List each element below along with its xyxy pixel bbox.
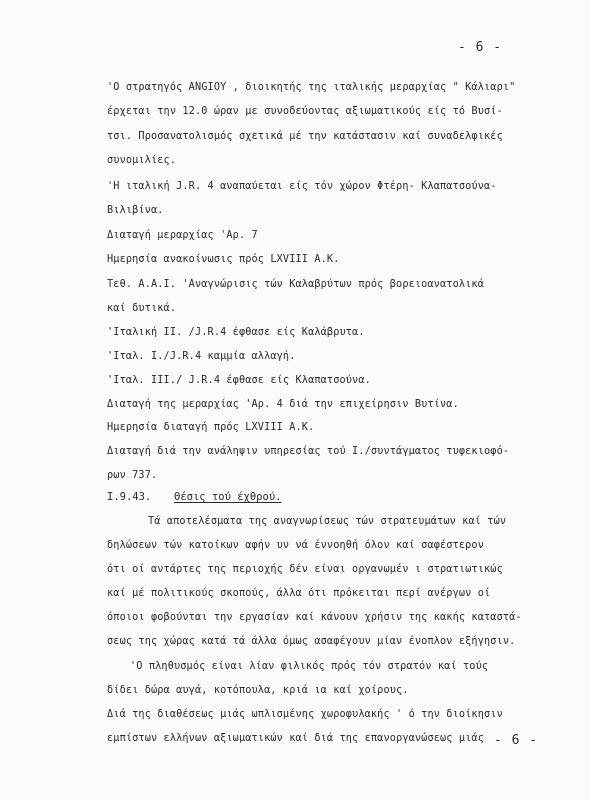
text-line: έρχεται την 12.0 ώραν με συνοδεύοντας αξιωματικούς είς τό Βυσί- (107, 106, 503, 117)
text-line: Βιλιβίνα. (107, 205, 164, 216)
text-line: 'Ιταλ. I./J.R.4 καμμία αλλαγή. (107, 351, 296, 362)
text-line: τσι. Προσανατολισμός σχετικά μέ την κατάστασιν καί συναδελφικές (107, 131, 503, 142)
paragraph-line: σεως της χώρας κατά τά άλλα όμως ασαφέγουν μίαν ένοπλον εξήγησιν. (107, 636, 516, 647)
paragraph-line: όποιοι φοβούνται την εργασίαν καί κάνουν χρήσιν της κακής καταστά- (107, 612, 522, 623)
text-line: Ημερησία ανακοίνωσις πρός LXVIII A.K. (107, 254, 340, 265)
page-number-bottom: - 6 - (494, 733, 539, 748)
text-line: 'Ο στρατηγός ANGIOY , διοικητής της ιταλικής μεραρχίας " Κάλιαρι" (107, 82, 516, 93)
paragraph-line: ότι οί αντάρτες της περιοχής δέν είναι οργανωμέν ι στρατιωτικώς (107, 564, 503, 575)
text-line: καί δυτικά. (107, 303, 177, 314)
paragraph-line: δίδει δώρα αυγά, κοτόπουλα, κριά ια καί χοίρους. (107, 685, 409, 696)
text-line: Τεθ. Α.Α.Ι. 'Αναγνώρισις τών Καλαβρύτων πρός βορειοανατολικά (107, 279, 485, 290)
paragraph-line: Διά της διαθέσεως μιάς ωπλισμένης χωροφυλακής ' ό την διοίκησιν (107, 709, 503, 720)
text-line: ρων 737. (107, 470, 158, 481)
paragraph-line: εμπίστων ελλήνων αξιωματικών καί διά της επανοργανώσεως μιάς (107, 733, 485, 744)
text-line: 'Η ιταλική J.R. 4 αναπαύεται είς τόν χώρον Φτέρη- Κλαπατσούνα- (107, 181, 497, 192)
paragraph-line: 'Ο πληθυσμός είναι λίαν φιλικός πρός τόν στρατόν καί τούς (130, 661, 489, 672)
paragraph-line: δηλώσεων τών κατοίκων αφήν υν νά έννοηθή όλον καί σαφέστερον (107, 540, 485, 551)
text-line: Ημερησία διαταγή πρός LXVIII A.K. (107, 422, 315, 433)
section-date: I.9.43. (107, 491, 152, 503)
text-line: Διαταγή διά την ανάληψιν υπηρεσίας τού I./συντάγματος τυφεκιοφό- (107, 446, 510, 457)
text-line: Διαταγή της μεραρχίας 'Αρ. 4 διά την επιχείρησιν Βυτίνα. (107, 399, 459, 410)
text-line: 'Ιταλ. III./ J.R.4 έφθασε είς Κλαπατσούνα. (107, 375, 371, 386)
text-line: συνομιλίες. (107, 155, 177, 166)
paragraph-line: Τά αποτελέσματα της αναγνωρίσεως τών στρατευμάτων καί τών (148, 516, 507, 527)
page-number-top: - 6 - (458, 40, 503, 55)
text-line: Διαταγή μεραρχίας 'Αρ. 7 (107, 230, 258, 241)
paragraph-line: καί μέ πολιτικούς σκοπούς, άλλα ότι πρόκειται περί ανέργων οί (107, 588, 491, 599)
text-line: 'Ιταλική II. /J.R.4 έφθασε είς Καλάβρυτα. (107, 327, 365, 338)
section-heading: Θέσις τού έχθρού. (174, 491, 282, 503)
